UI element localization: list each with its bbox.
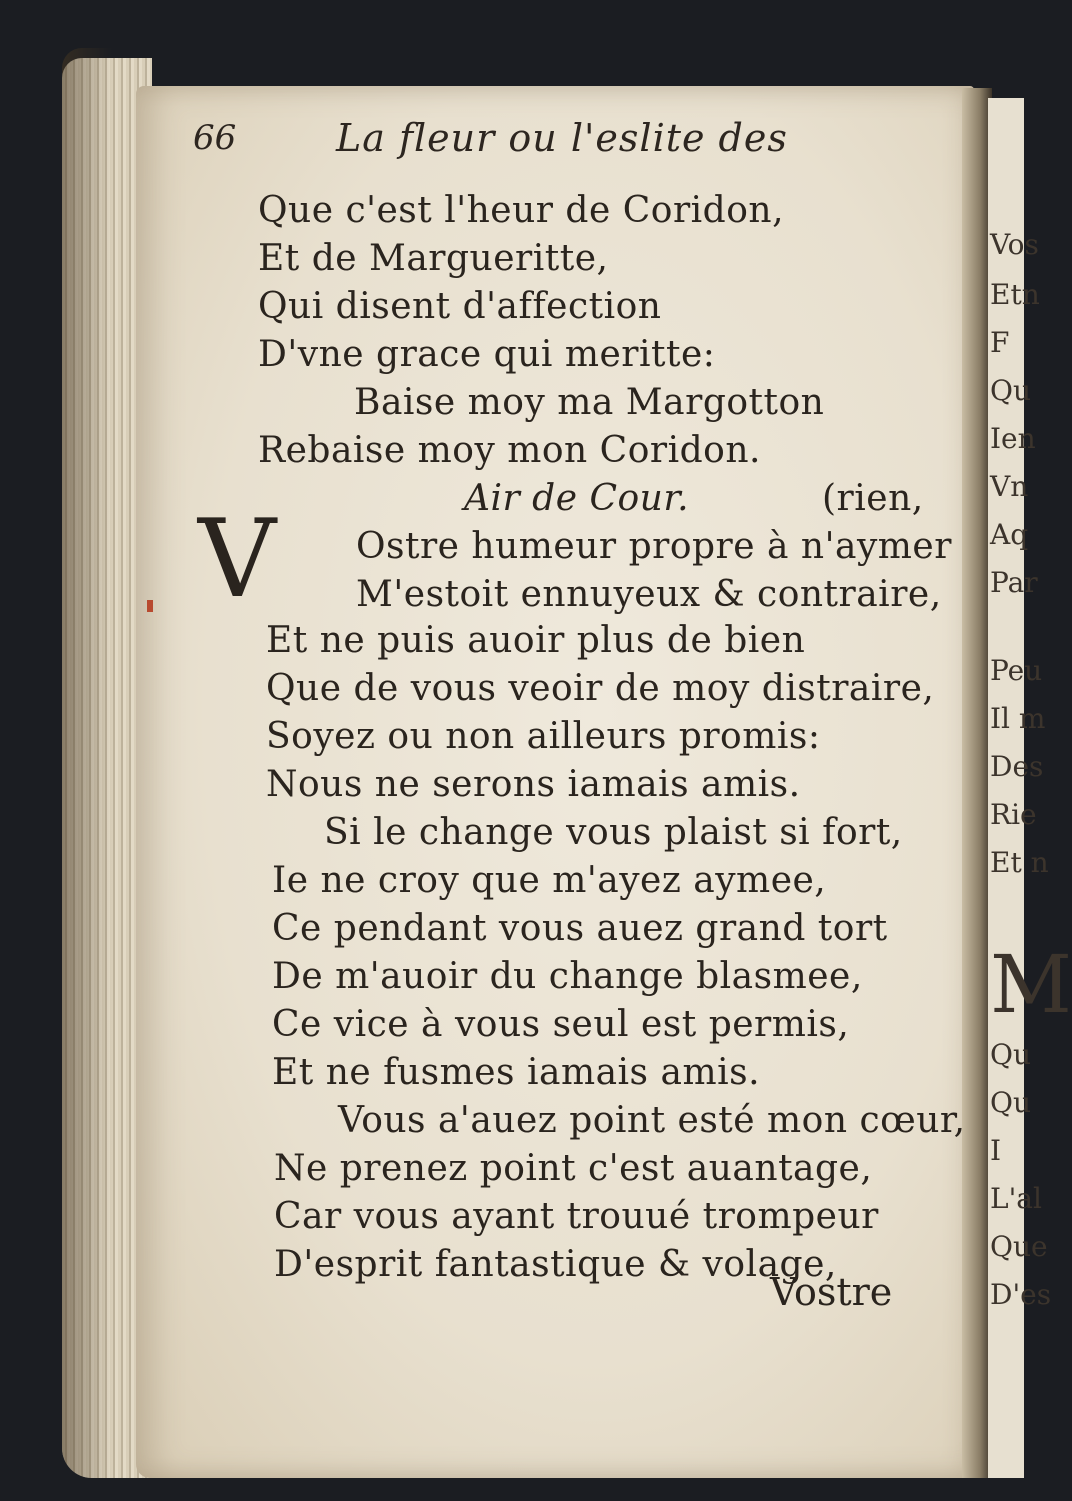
verse-line: Qui disent d'affection: [258, 286, 662, 327]
verse-line: Ostre humeur propre à n'aymer: [356, 526, 952, 567]
spine-shadow: [62, 48, 112, 1478]
facing-fragment: L'al: [990, 1182, 1042, 1215]
verse-line: Ce vice à vous seul est permis,: [272, 1004, 850, 1045]
facing-fragment: Rie: [990, 798, 1037, 831]
page-number: 66: [193, 118, 237, 158]
facing-fragment: D'es: [990, 1278, 1052, 1311]
verse-line: Et ne puis auoir plus de bien: [266, 620, 806, 661]
facing-fragment: Vos: [990, 228, 1039, 261]
verse-line: M'estoit ennuyeux & contraire,: [356, 574, 942, 615]
facing-fragment: Qu: [990, 1038, 1031, 1071]
facing-fragment: Aq: [990, 518, 1029, 551]
facing-fragment: Ien: [990, 422, 1036, 455]
verse-line: Que c'est l'heur de Coridon,: [258, 190, 785, 231]
red-ink-mark: [147, 600, 153, 612]
section-title: Air de Cour.: [464, 478, 690, 519]
verse-line: Car vous ayant trouué trompeur: [274, 1196, 879, 1237]
facing-fragment: F: [990, 326, 1010, 359]
verse-line: Vous a'auez point esté mon cœur,: [338, 1100, 966, 1141]
verse-line: Ne prenez point c'est auantage,: [274, 1148, 873, 1189]
facing-page-strip: [988, 98, 1072, 1478]
verse-line: D'esprit fantastique & volage,: [274, 1244, 837, 1285]
facing-fragment: I: [990, 1134, 1002, 1167]
verse-line: Soyez ou non ailleurs promis:: [266, 716, 821, 757]
facing-fragment: Des: [990, 750, 1044, 783]
verse-line: Ie ne croy que m'ayez aymee,: [272, 860, 827, 901]
facing-fragment: Par: [990, 566, 1038, 599]
verse-line: Baise moy ma Margotton: [354, 382, 825, 423]
facing-fragment: Il m: [990, 702, 1046, 735]
turnover-word: (rien,: [822, 478, 924, 519]
verse-line: D'vne grace qui meritte:: [258, 334, 716, 375]
running-head: La fleur ou l'eslite des: [336, 116, 788, 160]
verse-line: Et de Margueritte,: [258, 238, 609, 279]
facing-fragment: Qu: [990, 1086, 1031, 1119]
verse-line: Que de vous veoir de moy distraire,: [266, 668, 935, 709]
facing-fragment: Vn: [990, 470, 1029, 503]
facing-fragment: Peu: [990, 654, 1043, 687]
drop-cap: V: [198, 497, 276, 622]
facing-fragment: Etn: [990, 278, 1040, 311]
verse-line: Rebaise moy mon Coridon.: [258, 430, 761, 471]
facing-fragment: Que: [990, 1230, 1048, 1263]
facing-fragment: Et n: [990, 846, 1049, 879]
catchword: Vostre: [770, 1270, 893, 1314]
facing-fragment: M: [990, 938, 1072, 1031]
verse-line: De m'auoir du change blasmee,: [272, 956, 863, 997]
verse-line: Si le change vous plaist si fort,: [324, 812, 903, 853]
facing-fragment: Qu: [990, 374, 1031, 407]
verse-line: Et ne fusmes iamais amis.: [272, 1052, 761, 1093]
verse-line: Ce pendant vous auez grand tort: [272, 908, 888, 949]
verse-line: Nous ne serons iamais amis.: [266, 764, 801, 805]
